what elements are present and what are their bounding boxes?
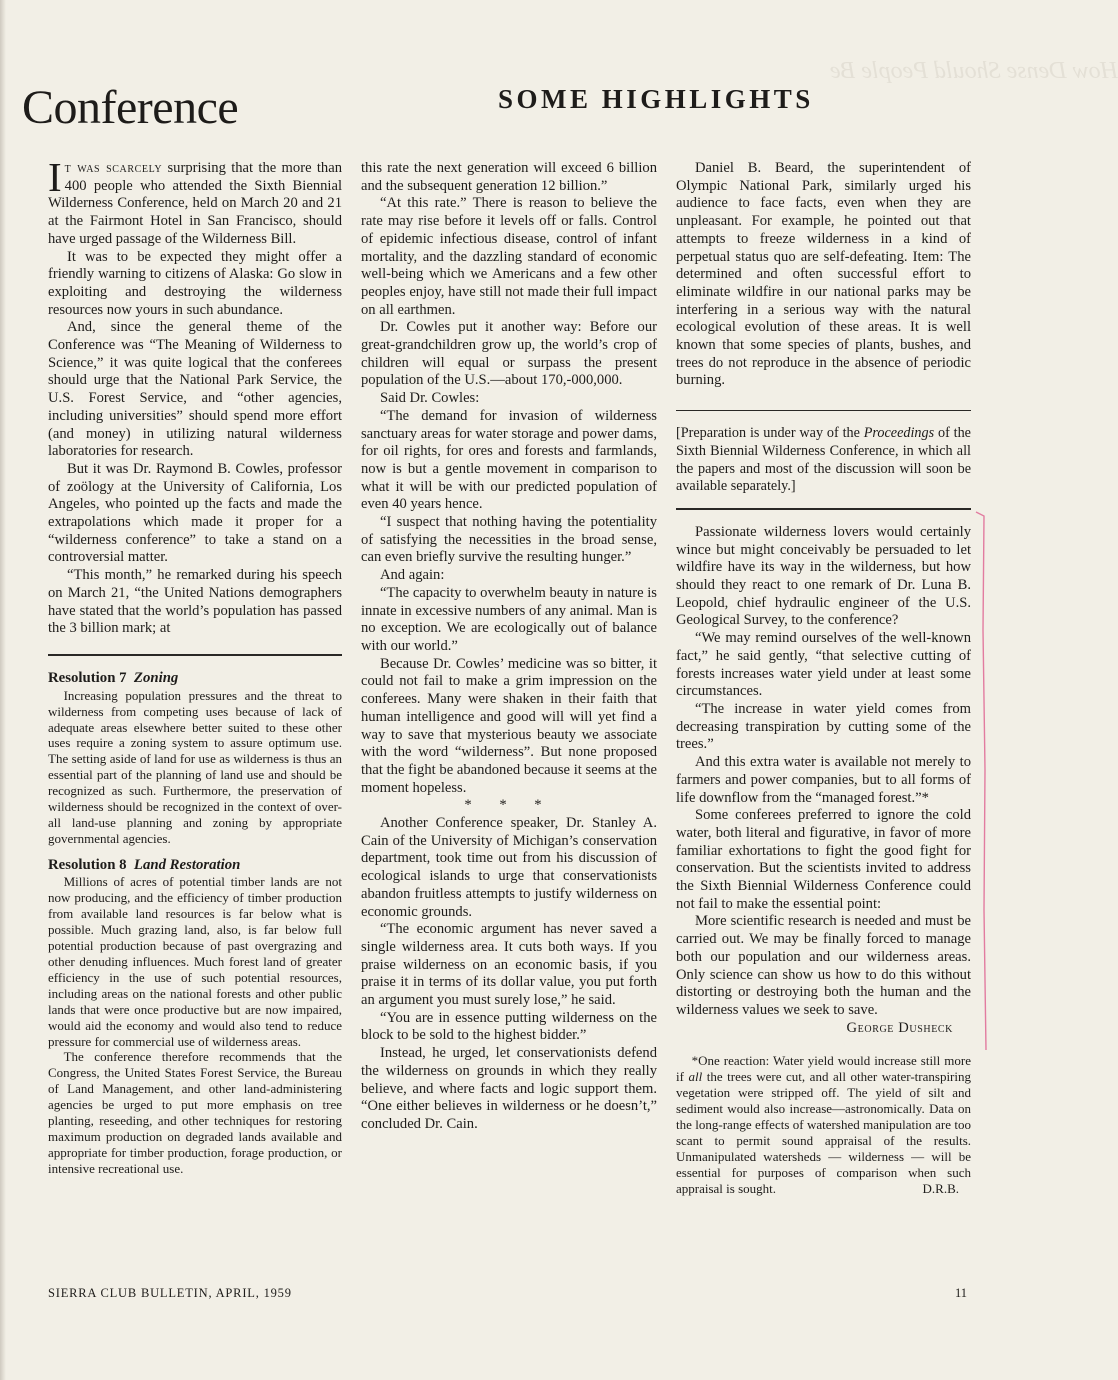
paragraph: Passionate wilderness lovers would certainly wince but might conceivably be persuaded to let wildfire have its way in the wilderness, but how should they react to one remark of Dr. Luna B. Leopold, chief hydraulic engineer of the U.S. Geological Survey, to the conference? [676,523,971,629]
note-divider-top [676,410,971,411]
resolution-8-subtitle: Land Restoration [133,856,241,873]
paragraph: “We may remind ourselves of the well-known fact,” he said gently, “that selective cutting of forests increases water yield under at least some circumstances. [676,630,971,700]
resolution-paragraph: Increasing population pressures and the threat to wilderness from competing uses because of lack of adequate areas elsewhere better suited to these other uses require a zoning system to assure optimum use. The setting aside of land for use as wilderness is thus an essential part of the planning of land use and should be recognized as such. Furthermore, the preservation of wilderness should be recognized in the context of over-all land-use planning and zoning by appropriate governmental agencies. [48,687,342,846]
article-subtitle: SOME HIGHLIGHTS [498,84,814,114]
resolution-7-body [48,688,342,847]
paragraph: And, since the general theme of the Conference was “The Meaning of Wilderness to Science,” it was quite logical that the conferees should urge that the National Park Service, the U.S. Forest Service, and “other agencies, including universities” should spend more effort (and money) in utilizing natural wilderness laboratories for research. [48,319,342,460]
lead-in-smallcaps: t was scarcely [64,160,163,176]
paragraph: “The economic argument has never saved a single wilderness area. It cuts both ways. If you praise wilderness on an economic basis, if you praise it in terms of its dollar value, you put forth an argument you must surely lose,” he said. [361,921,657,1009]
footnote-italic: all [688,1069,703,1085]
section-break-stars: * * * [464,797,554,814]
resolution-7-heading [48,670,342,688]
footnote-part: the trees were cut, and all other water-transpiring vegetation were stripped off. The yield of silt and sediment would also increase—astronomically. Data on the long-range effects of watershed manipulation are too scant to permit sound appraisal of the results. Unmanipulated watersheds — wilderness — will be essential for purposes of comparison when such appraisal is sought. [676,1069,972,1196]
paragraph: “At this rate.” There is reason to believe the rate may rise before it levels off or falls. Control of epidemic infectious disease, control of infant mortality, and the dazzling standard of economic well-being which we Americans and a few other peoples enjoy, have still not made their full impact on all earthmen. [361,195,657,318]
footnote-initials: D.R.B. [922,1180,959,1196]
paragraph: “The demand for invasion of wilderness sanctuary areas for water storage and power dams, for oil rights, for ores and forests and farmlands, now is but a gentle movement in comparison to what it will be with our predicted population of even 40 years hence. [361,407,657,513]
page-number: 11 [955,1286,968,1300]
paragraph: “I suspect that nothing having the potentiality of satisfying the necessities in the broad sense, can even briefly survive the resulting hunger.” [361,514,657,566]
paragraph: this rate the next generation will exceed 6 billion and the subsequent generation 12 billion.” [361,160,657,194]
page-binding-shadow [0,0,6,1380]
resolution-8-label: Resolution 8 [48,856,127,873]
resolution-paragraph: Millions of acres of potential timber lands are not now producing, and the efficiency of timber production from available land resources is far below what is possible. Much grazing land, also, is far below full potential production because of past overgrazing and other denuding influences. Much forest land of greater efficiency in the use of such potential resources, including areas on the national forests and other public lands that were once productive but are now impaired, would aid the economy and would also tend to reduce pressure for commercial use of wilderness areas. [48,874,342,1049]
paragraph: Instead, he urged, let conservationists defend the wilderness on grounds in which they really believe, and where facts and logic support them. “One either believes in wilderness or he doesn’t,” concluded Dr. Cain. [361,1045,657,1132]
pink-margin-mark [974,510,990,1058]
note-text: of the Sixth Biennial Wilderness Conference, in which all the papers and most of the discussion will soon be available separately.] [676,425,971,495]
resolution-8-body [48,874,342,1176]
paragraph: More scientific research is needed and must be carried out. We may be finally forced to manage both our population and our wilderness areas. Only science can show us how to do this without distorting or destroying both the human and the wilderness values we seek to save. [676,913,971,1018]
section-divider [48,654,342,656]
paragraph: And this extra water is available not merely to farmers and power companies, but to all forms of life downflow from the “managed forest.”* [676,754,971,806]
column-1 [48,154,342,1177]
footnote [676,1053,971,1196]
paragraph: But it was Dr. Raymond B. Cowles, professor of zoölogy at the University of California, Los Angeles, who pointed up the facts and made the extrapolations which made it proper for a “wilderness conference” to take a stand on a controversial matter. [48,460,342,566]
paragraph: “The capacity to overwhelm beauty in nature is innate in excessive numbers of any animal. Man is no exception. We are ecologically out of balance with our world.” [361,584,657,654]
paragraph: Said Dr. Cowles: [379,390,480,407]
paragraph: Dr. Cowles put it another way: Before our great-grandchildren grow up, the world’s crop of children will equal or surpass the present population of the U.S.—about 170,-000,000. [361,319,657,389]
paragraph: “You are in essence putting wilderness on the block to be sold to the highest bidder.” [361,1009,657,1044]
resolution-paragraph: The conference therefore recommends that the Congress, the United States Forest Service, the Bureau of Land Management, and other land-administering agencies be urged to put more emphasis on tree planting, reseeding, and other techniques for restoring maximum production on degraded lands available and appropriate for timber production, forage production, or intensive recreational use. [48,1049,342,1176]
column-2 [361,160,657,1134]
drop-cap: I [48,154,62,200]
publication-footer: SIERRA CLUB BULLETIN, APRIL, 1959 [48,1286,292,1300]
footnote-part: *One reaction: Water yield would increase still more if [676,1053,971,1085]
paragraph: Some conferees preferred to ignore the cold water, both literal and figurative, in favor of more familiar exhortations to fight the good fight for conservation. But the scientists invited to address the Sixth Biennial Wilderness Conference could not fail to make the essential point: [676,807,971,912]
resolution-8-heading [48,857,342,875]
footnote-text [676,1053,971,1196]
bleed-through-text: How Dense Should People Be [830,58,1118,84]
paragraph: “This month,” he remarked during his speech on March 21, “the United Nations demographers have stated that the world’s population has passed the 3 billion mark; at [48,567,342,637]
resolution-7-label: Resolution 7 [48,669,127,686]
article-title: Conference [22,81,239,134]
note-italic: Proceedings [863,425,935,442]
resolution-7-subtitle: Zoning [133,669,179,686]
paragraph: “The increase in water yield comes from decreasing transpiration by cutting some of the trees.” [676,700,971,753]
paragraph: It was to be expected they might offer a friendly warning to citizens of Alaska: Go slow in exploiting and destroying the wilderness resources now yours in such abundance. [48,248,342,318]
opening-paragraph [48,154,342,249]
note-divider-bottom [676,508,971,510]
column-3 [676,160,971,1197]
opening-paragraph-text: surprising that the more than 400 people who attended the Sixth Biennial Wilderness Conference, held on March 20 and 21 at the Fairmont Hotel in San Francisco, should have urged passage of the Wilderness Bill. [48,160,342,247]
author-signature: George Dusheck [846,1019,953,1036]
paragraph: Another Conference speaker, Dr. Stanley A. Cain of the University of Michigan’s conservation department, took time out from his discussion of ecological islands to urge that conservationists abandon fruitless attempts to justify wilderness on economic grounds. [361,815,657,920]
proceedings-note [676,425,971,496]
paragraph: Because Dr. Cowles’ medicine was so bitter, it could not fail to make a grim impression on the conferees. Many were shaken in their faith that human intelligence and good will will yet find a way to save that mysterious beauty we associate with the word “wilderness”. But none proposed that the fight be abandoned because it seems at the moment hopeless. [361,655,657,796]
paragraph: And again: [379,567,445,584]
note-text: [Preparation is under way of the [676,425,864,442]
paragraph: Daniel B. Beard, the superintendent of Olympic National Park, similarly urged his audience to face facts, even when they are unpleasant. For example, he pointed out that attempts to freeze wilderness in a kind of perpetual status quo are self-defeating. Item: The determined and often successful effort to eliminate wildfire in our national parks may be interfering in a serious way with the natural ecological evolution of these areas. It is well known that some species of plants, bushes, and trees do not reproduce in the absence of periodic burning. [676,160,971,389]
